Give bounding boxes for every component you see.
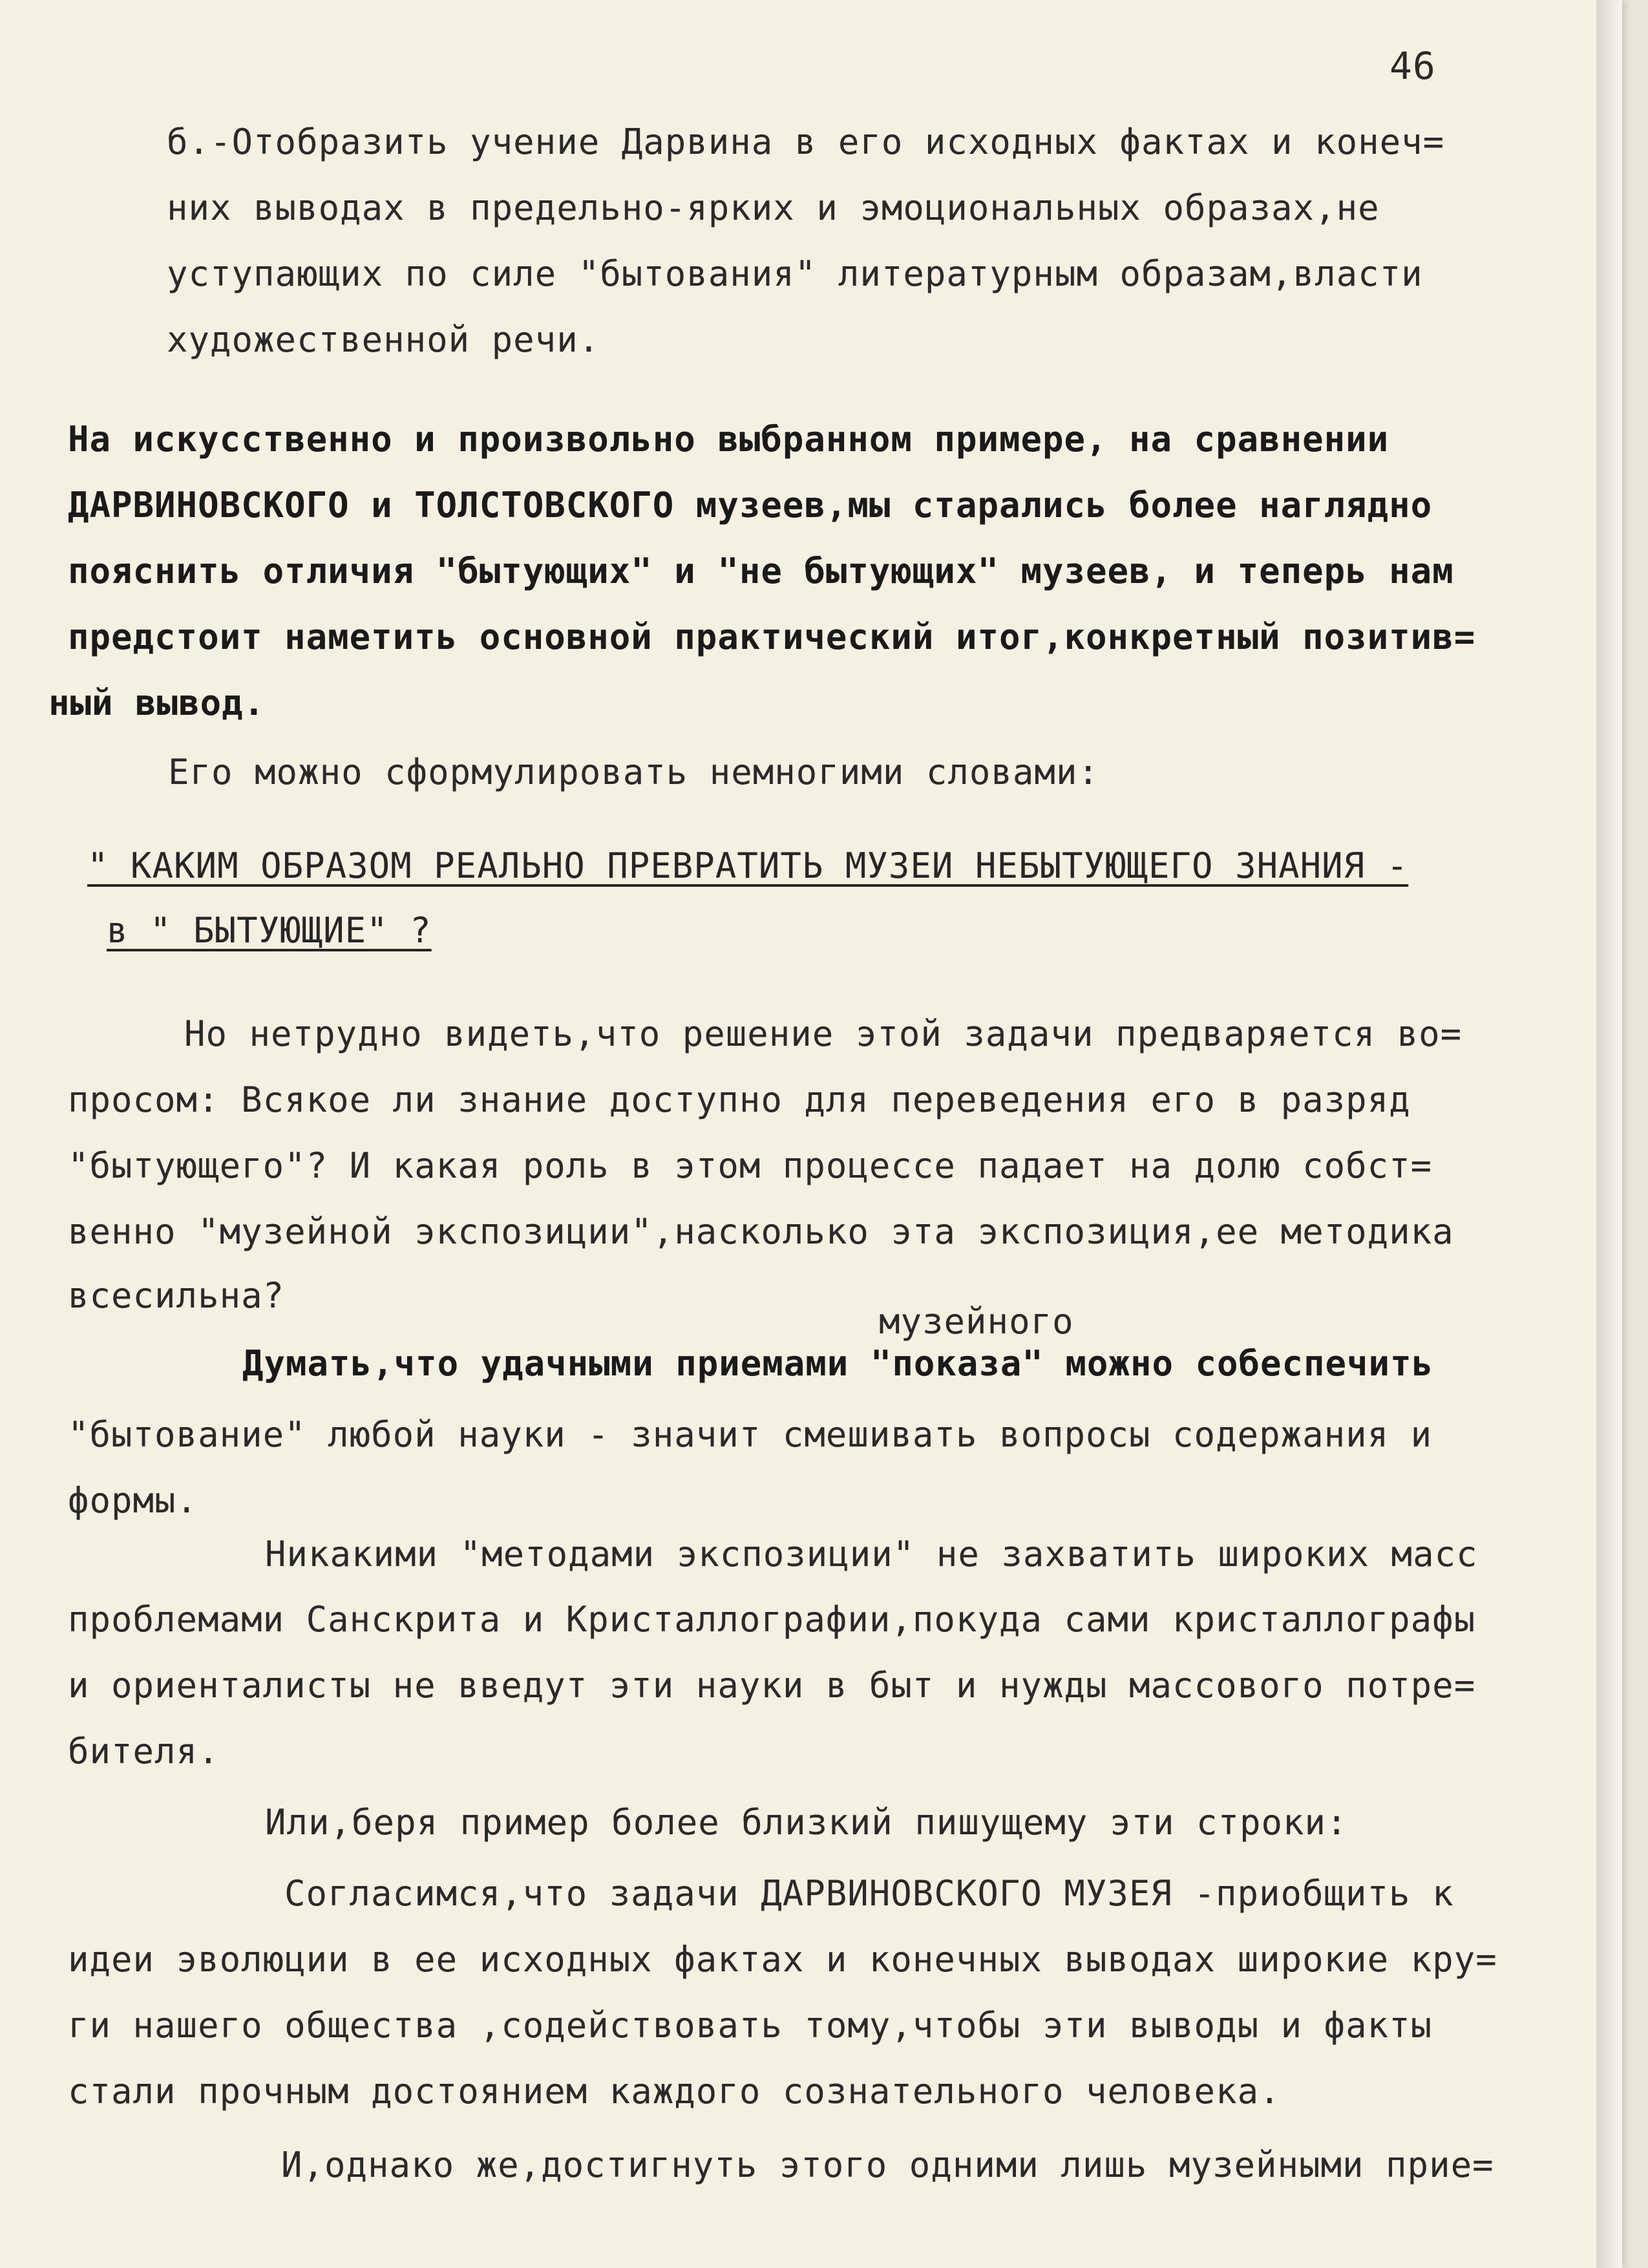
text-line: проблемами Санскрита и Кристаллографии,покуда сами кристаллографы (68, 1599, 1476, 1640)
text-line: И,однако же,достигнуть этого одними лишь музейными прие= (281, 2145, 1494, 2185)
text-line: "бытующего"? И какая роль в этом процессе падает на долю собст= (68, 1145, 1433, 1186)
text-line: формы. (68, 1480, 198, 1521)
section-heading: " КАКИМ ОБРАЗОМ РЕАЛЬНО ПРЕВРАТИТЬ МУЗЕИ НЕБЫТУЮЩЕГО ЗНАНИЯ - (87, 845, 1409, 886)
text-line: и ориенталисты не введут эти науки в быт и нужды массового потре= (68, 1665, 1476, 1706)
text-line: Никакими "методами экспозиции" не захватить широких масс (265, 1534, 1478, 1574)
text-line: бителя. (68, 1731, 220, 1772)
text-line: ДАРВИНОВСКОГО и ТОЛСТОВСКОГО музеев,мы старались более наглядно (68, 485, 1433, 525)
text-line: б.-Отобразить учение Дарвина в его исходных фактах и конеч= (167, 122, 1445, 162)
text-line: стали прочным достоянием каждого сознательного человека. (68, 2071, 1281, 2112)
text-line: всесильна? (68, 1275, 285, 1316)
text-line: Но нетрудно видеть,что решение этой задачи предваряется во= (184, 1013, 1463, 1054)
text-line: предстоит наметить основной практический итог,конкретный позитив= (68, 617, 1476, 657)
text-line: Или,беря пример более близкий пишущему эти строки: (265, 1802, 1348, 1843)
text-line: просом: Всякое ли знание доступно для переведения его в разряд (68, 1079, 1411, 1120)
text-line: Его можно сформулировать немногими словами: (168, 752, 1099, 792)
text-line: венно "музейной экспозиции",насколько эта экспозиция,ее методика (68, 1211, 1454, 1252)
text-line: пояснить отличия "бытующих" и "не бытующих" музеев, и теперь нам (68, 551, 1454, 591)
text-line: ги нашего общества ,содействовать тому,чтобы эти выводы и факты (68, 2005, 1433, 2046)
section-heading: в " БЫТУЮЩИЕ" ? (107, 910, 432, 951)
text-line: них выводах в предельно-ярких и эмоциональных образах,не (167, 187, 1380, 228)
page-number: 46 (1389, 44, 1436, 88)
text-line: художественной речи. (167, 319, 600, 360)
text-line: ный вывод. (48, 683, 266, 723)
text-line: Согласимся,что задачи ДАРВИНОВСКОГО МУЗЕЯ -приобщить к (284, 1873, 1454, 1914)
text-line: идеи эволюции в ее исходных фактах и конечных выводах широкие кру= (68, 1939, 1497, 1980)
text-line: "бытование" любой науки - значит смешивать вопросы содержания и (68, 1414, 1433, 1455)
text-line: уступающих по силе "бытования" литературным образам,власти (167, 253, 1423, 294)
handwritten-insertion: музейного (879, 1301, 1074, 1342)
text-line: На искусственно и произвольно выбранном примере, на сравнении (68, 419, 1389, 460)
text-line: Думать,что удачными приемами "показа" можно собеспечить (242, 1343, 1434, 1384)
page-edge (1596, 0, 1622, 2268)
